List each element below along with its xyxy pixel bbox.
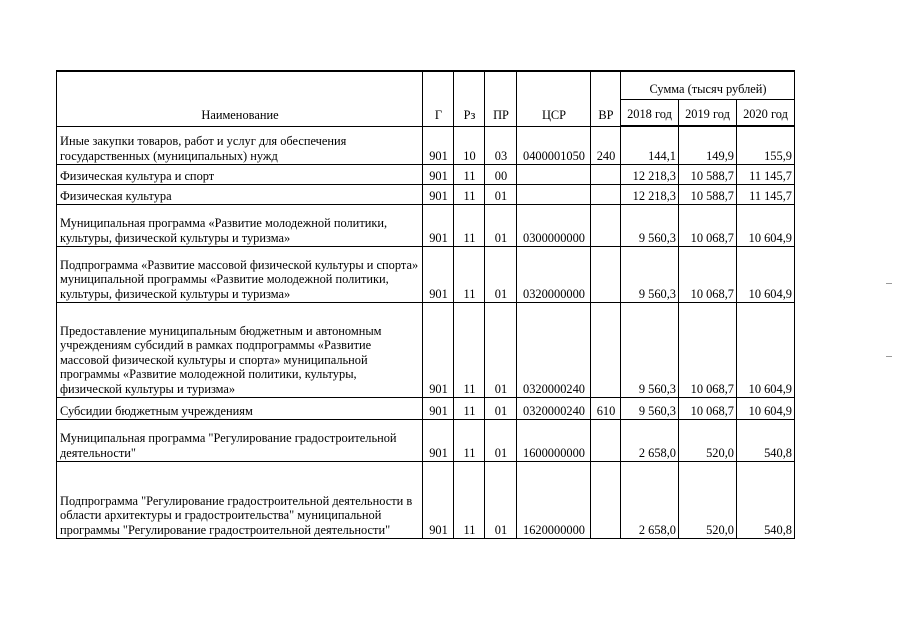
row-g: 901 (423, 246, 454, 302)
row-amount-2020: 10 604,9 (737, 302, 795, 397)
row-vr (591, 419, 621, 461)
column-header-name: Наименование (57, 71, 423, 126)
row-vr (591, 204, 621, 246)
row-amount-2019: 520,0 (679, 419, 737, 461)
table-row (57, 164, 795, 184)
row-rz: 11 (454, 397, 485, 419)
row-name: Физическая культура и спорт (57, 164, 423, 184)
row-name: Подпрограмма «Развитие массовой физической культуры и спорта» муниципальной программы «Развитие молодежной политики, культуры, физической культуры и туризма» (57, 246, 423, 302)
row-amount-2019: 10 588,7 (679, 184, 737, 204)
table-row (57, 184, 795, 204)
column-header-sum: Сумма (тысяч рублей) (621, 71, 795, 99)
row-g: 901 (423, 184, 454, 204)
row-amount-2018: 2 658,0 (621, 461, 679, 538)
row-vr: 610 (591, 397, 621, 419)
row-csr (517, 164, 591, 184)
row-csr: 0320000240 (517, 397, 591, 419)
row-amount-2019: 10 588,7 (679, 164, 737, 184)
row-amount-2018: 9 560,3 (621, 302, 679, 397)
row-pr: 01 (485, 397, 517, 419)
row-rz: 11 (454, 302, 485, 397)
row-g: 901 (423, 397, 454, 419)
row-rz: 11 (454, 246, 485, 302)
row-rz: 11 (454, 461, 485, 538)
table-row (57, 397, 795, 419)
row-amount-2020: 155,9 (737, 126, 795, 164)
row-amount-2020: 540,8 (737, 461, 795, 538)
row-pr: 01 (485, 302, 517, 397)
column-header-year-2018: 2018 год (621, 99, 679, 126)
row-vr (591, 302, 621, 397)
row-csr: 1620000000 (517, 461, 591, 538)
column-header-year-2020: 2020 год (737, 99, 795, 126)
row-vr (591, 246, 621, 302)
row-rz: 11 (454, 204, 485, 246)
row-g: 901 (423, 419, 454, 461)
row-csr (517, 184, 591, 204)
row-amount-2020: 540,8 (737, 419, 795, 461)
row-name: Физическая культура (57, 184, 423, 204)
row-amount-2020: 10 604,9 (737, 397, 795, 419)
row-rz: 11 (454, 419, 485, 461)
row-amount-2019: 10 068,7 (679, 204, 737, 246)
row-name: Иные закупки товаров, работ и услуг для обеспечения государственных (муниципальных) нужд (57, 126, 423, 164)
row-pr: 01 (485, 184, 517, 204)
table-row (57, 419, 795, 461)
row-pr: 00 (485, 164, 517, 184)
row-amount-2019: 10 068,7 (679, 246, 737, 302)
row-csr: 0320000240 (517, 302, 591, 397)
row-name: Субсидии бюджетным учреждениям (57, 397, 423, 419)
row-csr: 0300000000 (517, 204, 591, 246)
column-header-vr: ВР (591, 71, 621, 126)
row-amount-2019: 149,9 (679, 126, 737, 164)
row-rz: 11 (454, 184, 485, 204)
table-row (57, 461, 795, 538)
row-pr: 01 (485, 246, 517, 302)
row-pr: 01 (485, 419, 517, 461)
row-name: Муниципальная программа "Регулирование градостроительной деятельности" (57, 419, 423, 461)
row-name: Муниципальная программа «Развитие молодежной политики, культуры, физической культуры и туризма» (57, 204, 423, 246)
row-csr: 0320000000 (517, 246, 591, 302)
row-amount-2019: 520,0 (679, 461, 737, 538)
row-pr: 01 (485, 461, 517, 538)
row-pr: 03 (485, 126, 517, 164)
row-amount-2020: 11 145,7 (737, 164, 795, 184)
row-vr (591, 164, 621, 184)
row-vr (591, 184, 621, 204)
row-amount-2018: 12 218,3 (621, 184, 679, 204)
row-g: 901 (423, 164, 454, 184)
row-g: 901 (423, 204, 454, 246)
table-row (57, 302, 795, 397)
row-vr (591, 461, 621, 538)
column-header-g: Г (423, 71, 454, 126)
row-amount-2018: 2 658,0 (621, 419, 679, 461)
row-csr: 1600000000 (517, 419, 591, 461)
row-rz: 10 (454, 126, 485, 164)
row-csr: 0400001050 (517, 126, 591, 164)
row-name: Подпрограмма "Регулирование градостроительной деятельности в области архитектуры и градостроительства" муниципальной программы "Регулирование градостроительной деятельности" (57, 461, 423, 538)
row-amount-2018: 9 560,3 (621, 397, 679, 419)
row-amount-2018: 9 560,3 (621, 204, 679, 246)
budget-table (56, 70, 795, 539)
row-amount-2018: 12 218,3 (621, 164, 679, 184)
row-amount-2018: 144,1 (621, 126, 679, 164)
row-g: 901 (423, 302, 454, 397)
column-header-year-2019: 2019 год (679, 99, 737, 126)
table-row (57, 246, 795, 302)
row-amount-2019: 10 068,7 (679, 397, 737, 419)
row-vr: 240 (591, 126, 621, 164)
scan-edge-mark (886, 283, 892, 284)
row-pr: 01 (485, 204, 517, 246)
row-amount-2019: 10 068,7 (679, 302, 737, 397)
column-header-pr: ПР (485, 71, 517, 126)
row-amount-2020: 10 604,9 (737, 204, 795, 246)
row-g: 901 (423, 461, 454, 538)
column-header-rz: Рз (454, 71, 485, 126)
row-rz: 11 (454, 164, 485, 184)
column-header-csr: ЦСР (517, 71, 591, 126)
scan-edge-mark (886, 356, 892, 357)
row-amount-2020: 10 604,9 (737, 246, 795, 302)
table-row (57, 126, 795, 164)
row-name: Предоставление муниципальным бюджетным и автономным учреждениям субсидий в рамках подпрограммы «Развитие массовой физической культуры и спорта» муниципальной программы «Развитие молодежной политики, культуры, физической культуры и туризма» (57, 302, 423, 397)
row-amount-2020: 11 145,7 (737, 184, 795, 204)
row-amount-2018: 9 560,3 (621, 246, 679, 302)
table-row (57, 204, 795, 246)
row-g: 901 (423, 126, 454, 164)
